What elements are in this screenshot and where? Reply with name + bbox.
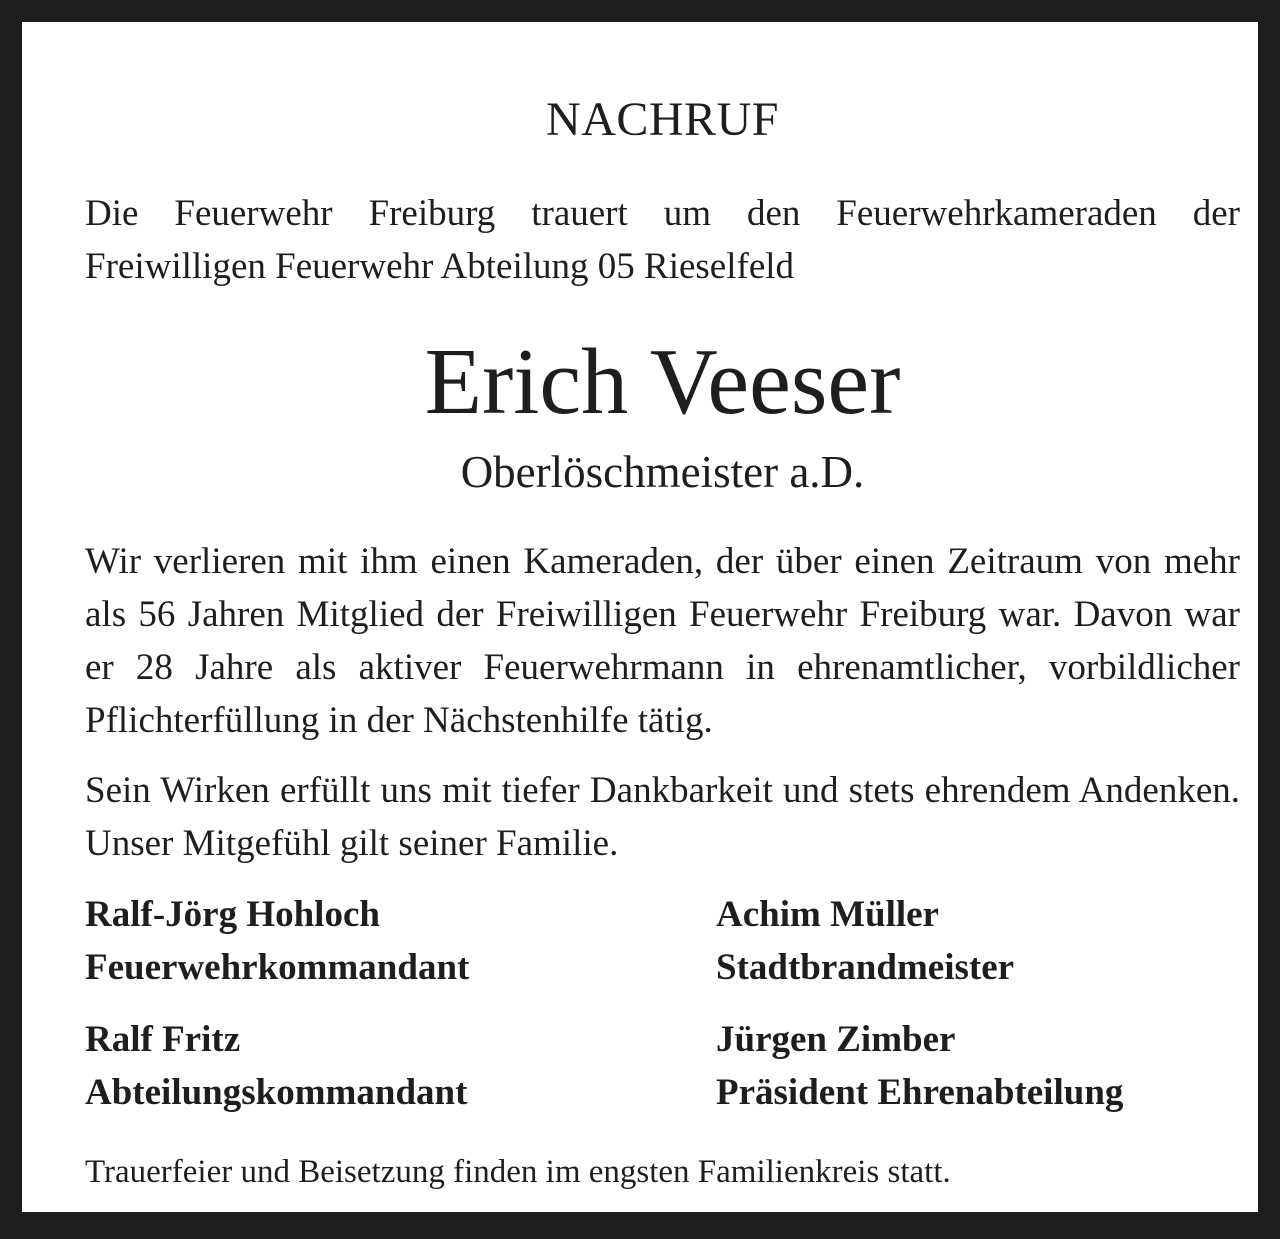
body-paragraph-1: Wir verlieren mit ihm einen Kameraden, der über einen Zeitraum von mehr als 56 Jahren Mitglied der Freiwilligen Feuerwehr Freiburg war. Davon war er 28 Jahre als aktiver Feuerwehrmann in ehrenamtlicher, vorbildlicher Pflichterfüllung in der Nächstenhilfe tätig. bbox=[85, 541, 1240, 741]
body-paragraph-2: Sein Wirken erfüllt uns mit tiefer Dankbarkeit und stets ehrendem Andenken. Unser Mitgefühl gilt seiner Familie. bbox=[85, 770, 1240, 864]
signatory-title: Abteilungskommandant bbox=[85, 1072, 468, 1113]
deceased-name: Erich Veeser bbox=[424, 330, 901, 434]
signatory-name: Ralf Fritz bbox=[85, 1019, 241, 1060]
signatory-name: Ralf-Jörg Hohloch bbox=[85, 894, 380, 935]
deceased-rank: Oberlöschmeister a.D. bbox=[460, 447, 865, 497]
signatory-3 bbox=[85, 1013, 467, 1119]
signatory-name: Jürgen Zimber bbox=[716, 1019, 956, 1060]
signatory-title: Stadtbrandmeister bbox=[716, 947, 1015, 988]
notice-heading: NACHRUF bbox=[546, 93, 779, 146]
signatory-2 bbox=[716, 888, 1014, 994]
signatory-1 bbox=[85, 888, 469, 994]
intro-paragraph: Die Feuerwehr Freiburg trauert um den Feuerwehrkameraden der Freiwilligen Feuerwehr Abteilung 05 Rieselfeld bbox=[85, 193, 1240, 287]
signatory-name: Achim Müller bbox=[716, 894, 939, 935]
signatory-4 bbox=[716, 1013, 1123, 1119]
signatory-title: Feuerwehrkommandant bbox=[85, 947, 470, 988]
signatory-title: Präsident Ehrenabteilung bbox=[716, 1072, 1124, 1113]
funeral-note: Trauerfeier und Beisetzung finden im engsten Familienkreis statt. bbox=[85, 1154, 951, 1190]
